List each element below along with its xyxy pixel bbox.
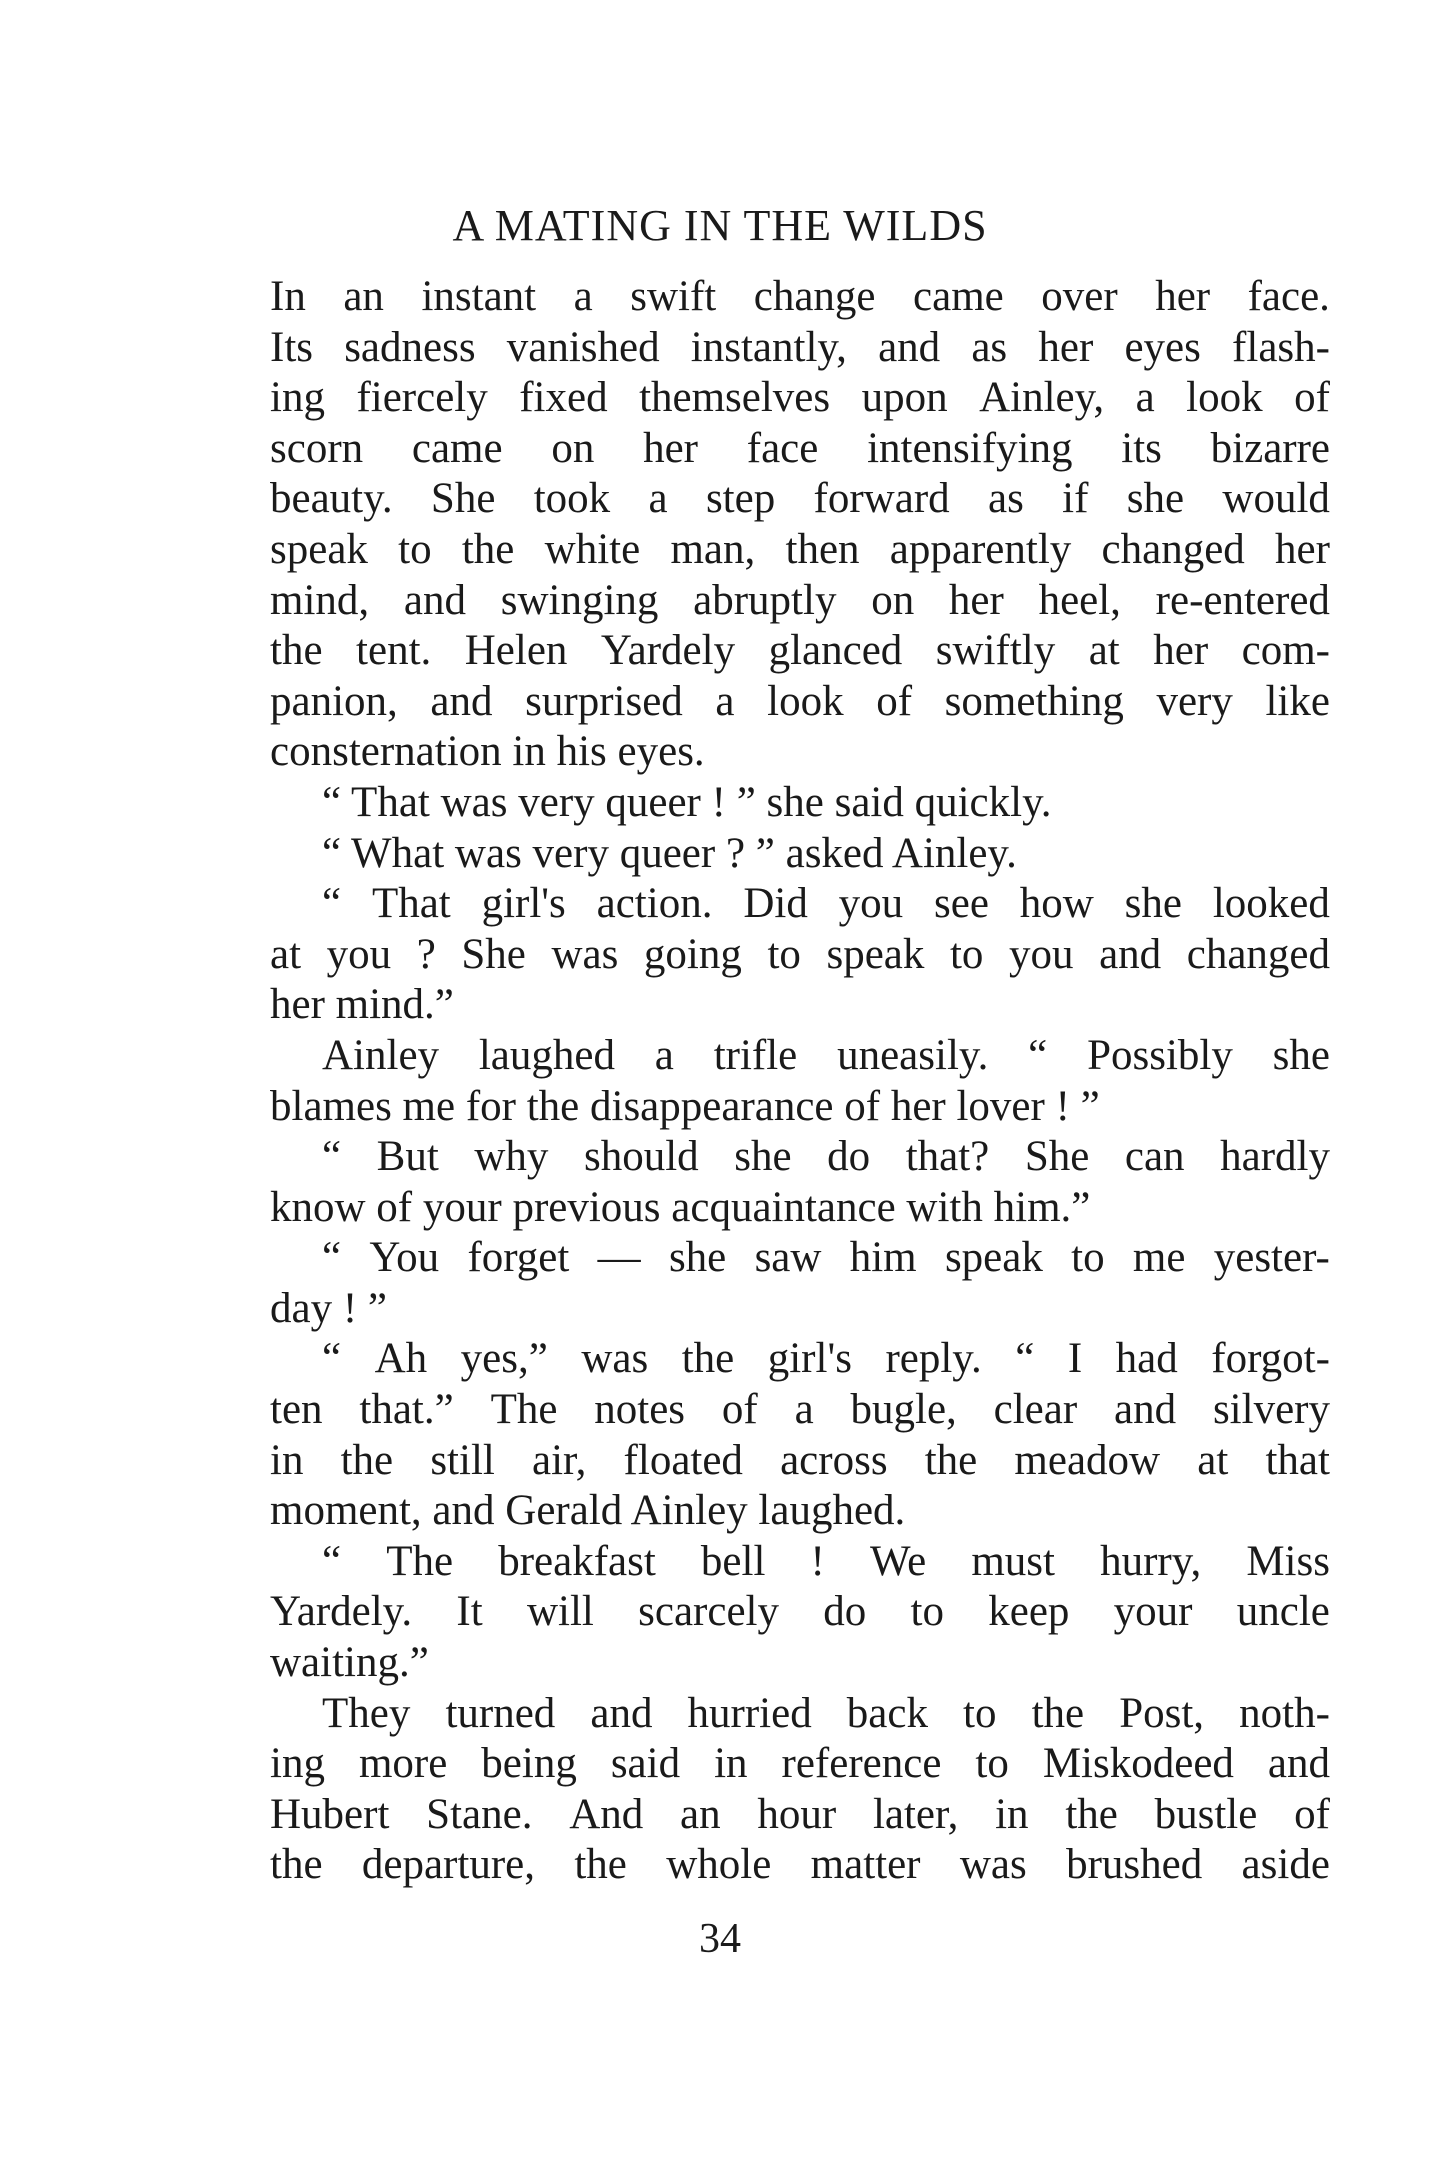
text-line: Ainley laughed a trifle uneasily. “ Possibly she: [322, 1031, 1330, 1079]
text-line: at you ? She was going to speak to you and changed: [270, 930, 1330, 978]
text-line: ten that.” The notes of a bugle, clear and silvery: [270, 1386, 1330, 1434]
text-line: ing fiercely fixed themselves upon Ainley, a look of: [270, 374, 1330, 422]
page-number: 34: [699, 1916, 741, 1962]
text-line: Yardely. It will scarcely do to keep your uncle: [270, 1588, 1330, 1636]
text-line: day ! ”: [270, 1284, 387, 1332]
text-line: Its sadness vanished instantly, and as her eyes flash-: [270, 323, 1330, 371]
text-line: Hubert Stane. And an hour later, in the bustle of: [270, 1790, 1330, 1838]
text-line: in the still air, floated across the meadow at that: [270, 1436, 1330, 1484]
text-line: mind, and swinging abruptly on her heel, re-entered: [270, 576, 1330, 624]
text-line: ing more being said in reference to Miskodeed and: [270, 1740, 1330, 1788]
text-line: “ Ah yes,” was the girl's reply. “ I had forgot-: [322, 1335, 1330, 1383]
text-line: beauty. She took a step forward as if she would: [270, 475, 1330, 523]
text-line: the tent. Helen Yardely glanced swiftly at her com-: [270, 627, 1330, 675]
text-line: panion, and surprised a look of something very like: [270, 677, 1330, 725]
text-line: “ That girl's action. Did you see how she looked: [322, 880, 1330, 928]
text-line: consternation in his eyes.: [270, 728, 705, 776]
text-line: They turned and hurried back to the Post, noth-: [322, 1689, 1330, 1737]
text-line: scorn came on her face intensifying its bizarre: [270, 424, 1330, 472]
text-line: waiting.”: [270, 1639, 429, 1687]
text-line: blames me for the disappearance of her lover ! ”: [270, 1082, 1100, 1130]
text-line: know of your previous acquaintance with him.”: [270, 1183, 1091, 1231]
running-head: A MATING IN THE WILDS: [452, 201, 988, 250]
text-line: In an instant a swift change came over her face.: [270, 273, 1330, 320]
body-text: [270, 272, 1330, 1891]
text-line: speak to the white man, then apparently changed her: [270, 525, 1330, 573]
text-line: “ But why should she do that? She can hardly: [322, 1133, 1330, 1181]
text-line: “ You forget — she saw him speak to me yester-: [322, 1234, 1330, 1282]
text-line: “ What was very queer ? ” asked Ainley.: [322, 829, 1017, 877]
text-line: “ That was very queer ! ” she said quickly.: [322, 778, 1052, 826]
text-line: the departure, the whole matter was brushed aside: [270, 1841, 1330, 1889]
text-line: “ The breakfast bell ! We must hurry, Miss: [322, 1537, 1330, 1585]
text-line: moment, and Gerald Ainley laughed.: [270, 1487, 906, 1535]
text-line: her mind.”: [270, 981, 454, 1029]
